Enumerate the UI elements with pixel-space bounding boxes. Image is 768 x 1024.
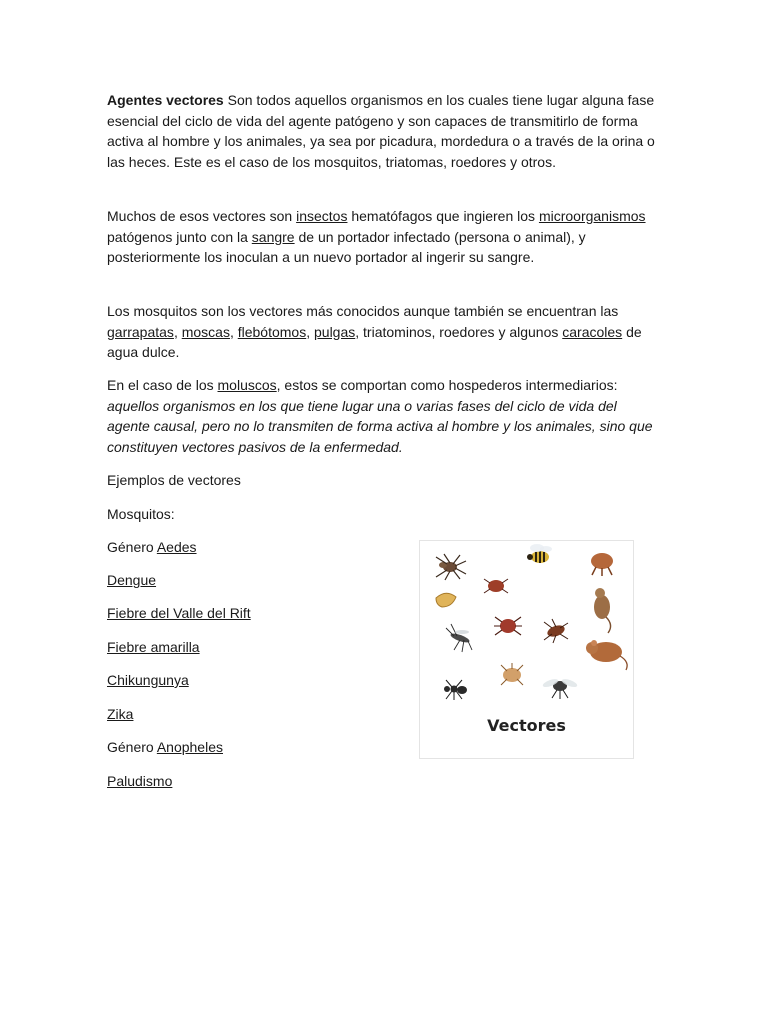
term-agentes-vectores: Agentes vectores — [107, 92, 224, 108]
rat-icon — [586, 640, 627, 670]
genus-prefix: Género — [107, 739, 157, 755]
paragraph-text: Son todos aquellos organismos en los cuales tiene lugar alguna fase esencial del ciclo de vida del agente patógeno y son capaces de transmitirlo de forma activa al hombre y los animales, ya sea por picadura, mordedura o a través de la orina o las heces. Este es el caso de los mosquitos, triatomas, roedores y otros. — [107, 92, 655, 170]
flea-icon — [591, 553, 613, 576]
figure-caption: Vectores — [487, 716, 566, 735]
text-run: de agua dulce. — [107, 323, 642, 360]
link-paludismo[interactable]: Paludismo — [107, 773, 173, 789]
genus-aedes-line — [107, 537, 197, 557]
link-caracoles[interactable]: caracoles — [562, 323, 623, 340]
ant-icon — [444, 680, 467, 700]
link-dengue[interactable]: Dengue — [107, 572, 157, 588]
link-flebotomos[interactable]: flebótomos — [237, 323, 307, 340]
link-microorganismos[interactable]: microorganismos — [538, 208, 646, 224]
paragraph-agentes-vectores — [107, 90, 662, 172]
text-run: En el caso de los — [107, 377, 218, 393]
link-moluscos[interactable]: moluscos — [217, 377, 277, 393]
disease-item — [107, 704, 133, 724]
text-run: Los mosquitos son los vectores más conocidos aunque también se encuentran las — [107, 303, 619, 319]
disease-item — [107, 637, 200, 657]
disease-item — [107, 570, 156, 590]
paragraph-insectos — [107, 206, 662, 268]
link-insectos[interactable]: insectos — [296, 208, 348, 224]
paragraph-moluscos — [107, 375, 662, 457]
link-garrapatas[interactable]: garrapatas — [107, 323, 174, 340]
disease-item — [107, 771, 172, 791]
fly-icon — [542, 678, 578, 699]
text-run: de un portador infectado (persona o animal), y posteriormente los inoculan a un nuevo portador al ingerir su sangre. — [107, 228, 586, 265]
text-run: , estos se comportan como hospederos intermediarios: — [276, 377, 618, 393]
text-run: Muchos de esos vectores son — [107, 208, 297, 224]
mosquito-icon — [446, 624, 472, 652]
sandfly-icon — [501, 663, 523, 685]
bedbug-icon — [484, 579, 508, 593]
italic-definition: aquellos organismos en los que tiene lugar una o varias fases del ciclo de vida del agente causal, pero no lo transmiten de forma activa al hombre y los animales, sino que constituyen vectores pasivos de la enfermedad. — [107, 397, 653, 455]
link-zika[interactable]: Zika — [107, 706, 134, 722]
link-anopheles[interactable]: Anopheles — [156, 739, 223, 755]
text-run: patógenos junto con la — [107, 228, 252, 245]
vectores-figure — [419, 540, 634, 759]
examples-heading: Ejemplos de vectores — [107, 472, 241, 488]
link-aedes[interactable]: Aedes — [156, 539, 197, 555]
link-fiebre-valle-rift[interactable]: Fiebre del Valle del Rift — [107, 605, 251, 621]
tick-icon — [494, 617, 522, 635]
spider-icon — [436, 554, 466, 580]
link-pulgas[interactable]: pulgas — [314, 323, 356, 340]
text-run: , triatominos, roedores y algunos — [355, 323, 563, 340]
larva-icon — [436, 593, 456, 607]
rodent-icon — [594, 588, 611, 633]
bee-icon — [527, 544, 552, 563]
link-fiebre-amarilla[interactable]: Fiebre amarilla — [107, 639, 200, 655]
cockroach-icon — [544, 619, 568, 643]
link-moscas[interactable]: moscas — [181, 323, 230, 340]
link-chikungunya[interactable]: Chikungunya — [107, 672, 189, 688]
genus-prefix: Género — [107, 539, 157, 555]
text-run: hematófagos que ingieren los — [347, 208, 539, 224]
text-run: , — [173, 323, 182, 340]
text-run: , — [306, 323, 314, 340]
link-sangre[interactable]: sangre — [251, 228, 295, 245]
text-run: , — [229, 323, 238, 340]
mosquitos-label: Mosquitos: — [107, 506, 175, 522]
disease-item — [107, 670, 189, 690]
genus-anopheles-line — [107, 737, 223, 757]
disease-item — [107, 603, 251, 623]
paragraph-mosquitos — [107, 301, 662, 363]
